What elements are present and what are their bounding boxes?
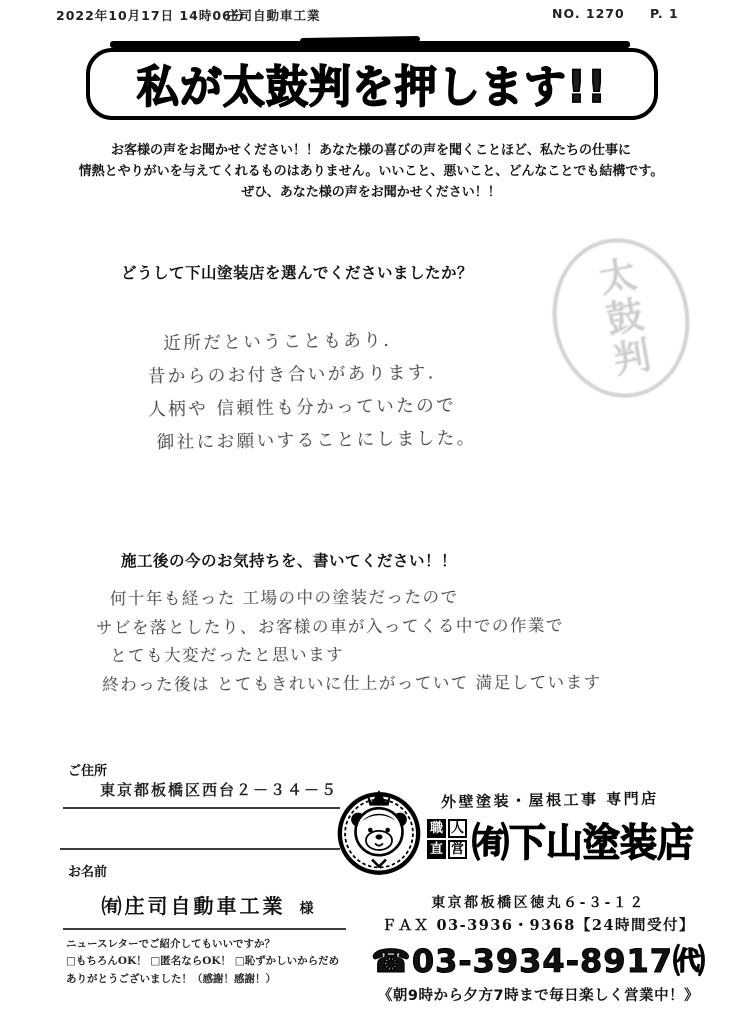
intro-line: 情熱とやりがいを与えてくれるものはありません。いいこと、悪いこと、どんなことでも結構です。 — [78, 163, 664, 179]
craftsman-badge — [427, 819, 467, 859]
question2-heading: 施工後の今のお気持ちを、書いてください！！ — [121, 552, 458, 570]
handwritten-line: 人柄や 信頼性も分かっていたので — [148, 395, 457, 421]
name-honorific: 様 — [299, 901, 314, 917]
address-underline-1 — [63, 807, 340, 809]
respondent-name: ㈲庄司自動車工業 — [101, 894, 286, 918]
question1-heading: どうして下山塗装店を選んでくださいましたか？ — [121, 264, 474, 282]
stamp-text: 太鼓判 — [589, 253, 654, 383]
badge-char: 直 — [427, 840, 446, 859]
newsletter-question: ニュースレターでご紹介してもいいですか？ — [66, 938, 276, 950]
company-tagline: 外壁塗装・屋根工事 専門店 — [440, 789, 659, 812]
fax-number: NO. 1270 — [552, 6, 625, 21]
fax-datetime: 2022年10月17日 14時06分 — [56, 8, 246, 23]
fax-sender: 庄司自動車工業 — [226, 8, 321, 23]
name-label: お名前 — [68, 865, 108, 880]
handwritten-line: とても大変だったと思います — [110, 645, 345, 666]
address-label: ご住所 — [68, 764, 108, 779]
handwritten-line: 何十年も経った 工場の中の塗装だったので — [109, 587, 459, 609]
handwritten-line: 昔からのお付き合いがあります. — [147, 363, 436, 388]
company-contact-block — [340, 892, 737, 1005]
brand-text-block — [427, 783, 694, 866]
address-underline-2 — [60, 848, 340, 850]
handwritten-line: サビを落としたり、お客様の車が入ってくる中での作業で — [95, 615, 564, 637]
company-name: ㈲下山塗装店 — [472, 820, 694, 866]
handwritten-line: 近所だということもあり. — [163, 330, 392, 355]
intro-paragraph — [51, 141, 691, 203]
badge-char: 職 — [427, 819, 446, 838]
title-banner — [86, 48, 658, 120]
question1-answer — [147, 324, 477, 461]
handwritten-line: 御社にお願いすることにしました。 — [156, 428, 477, 454]
newsletter-thanks: ありがとうございました！（感謝！感謝！） — [66, 972, 276, 985]
taikoban-stamp — [540, 227, 702, 408]
badge-char: 人 — [448, 819, 467, 838]
name-underline — [63, 928, 346, 930]
company-fax: ＦＡＸ 03-3936・9368【24時間受付】 — [381, 917, 696, 934]
name-row — [75, 890, 340, 919]
newsletter-options: □もちろんOK！ □匿名ならOK！ □恥ずかしいからだめ — [66, 955, 340, 968]
newsletter-note — [66, 936, 366, 988]
company-hours: 《朝9時から夕方7時まで毎日楽しく営業中！》 — [377, 988, 700, 1004]
mascot-bear-logo-icon — [335, 783, 423, 877]
company-phone: ☎03-3934-8917㈹ — [370, 942, 707, 980]
company-address: 東京都板橋区徳丸６-３-１２ — [431, 895, 646, 911]
question2-answer — [96, 583, 602, 700]
fax-page: P. 1 — [650, 6, 679, 21]
company-logo-block — [335, 783, 737, 877]
page-title: 私が太鼓判を押します!! — [136, 60, 608, 113]
address-value: 東京都板橋区西台２－３４－５ — [100, 781, 339, 799]
badge-char: 営 — [448, 840, 467, 859]
intro-line: ぜひ、あなた様の声をお聞かせください！！ — [241, 184, 501, 200]
intro-line: お客様の声をお聞かせください！！あなた様の喜びの声を聞くことほど、私たちの仕事に — [110, 143, 631, 158]
handwritten-line: 終わった後は とてもきれいに仕上がっていて 満足しています — [102, 672, 602, 694]
